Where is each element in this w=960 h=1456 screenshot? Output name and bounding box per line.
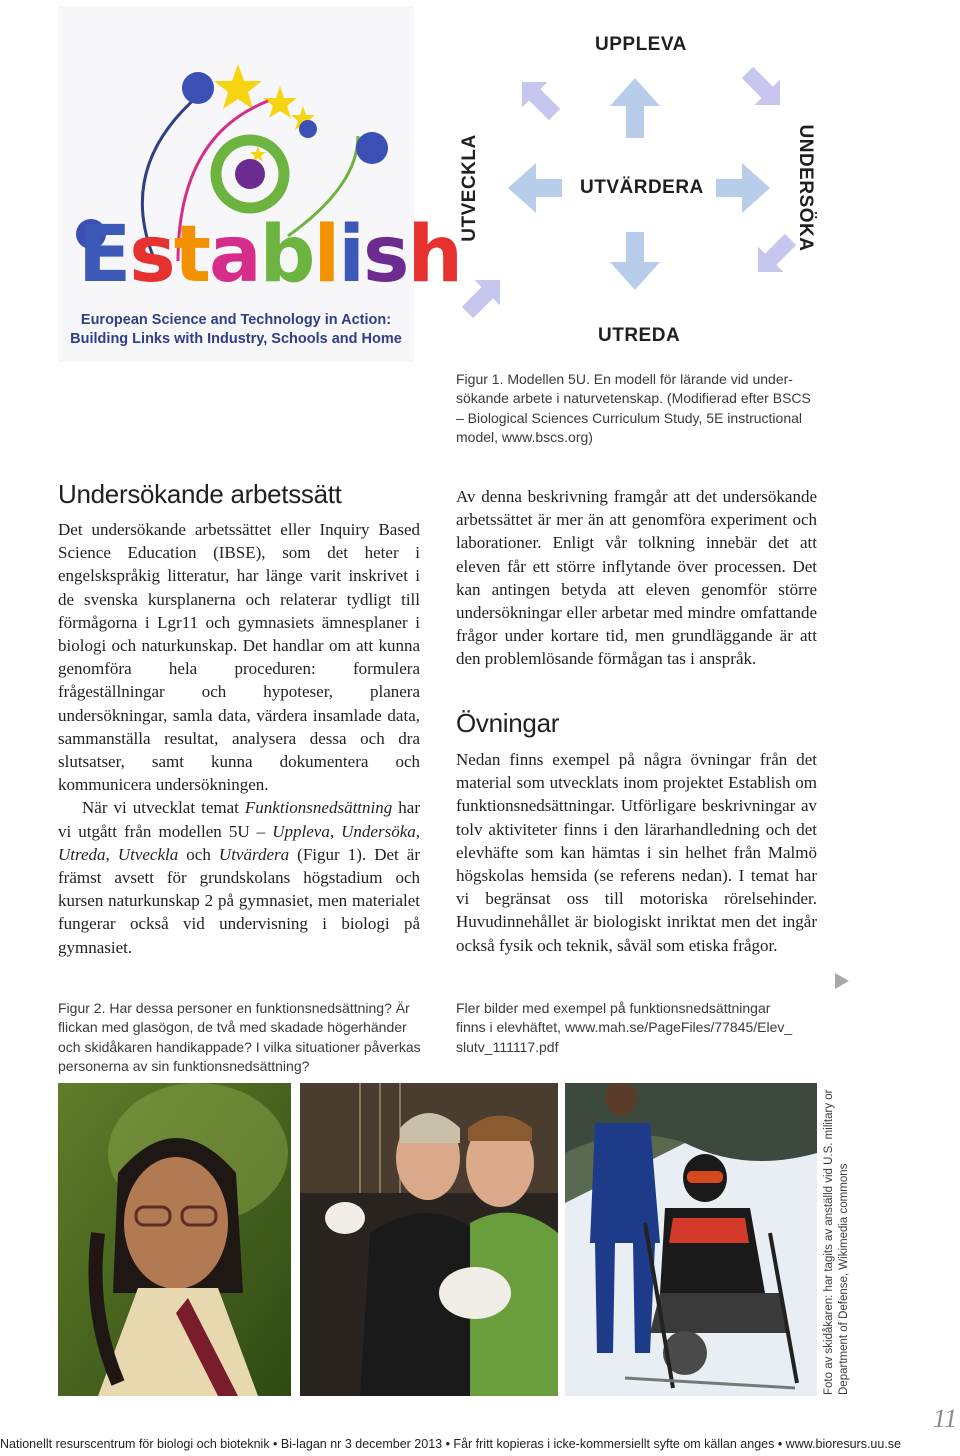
photo-credit: Foto av skidåkaren: har tagits av anställd vid U.S. military or Department of Defense, Wikimedia commons	[823, 1089, 850, 1395]
section1-body	[58, 518, 420, 959]
establish-logo	[58, 6, 461, 362]
page-footer: Nationellt resurscentrum för biologi och bioteknik • Bi-lagan nr 3 december 2013 • Får fritt kopieras i icke-kommersiellt syfte om källan anges • www.bioresurs.uu.se	[0, 1437, 902, 1451]
section-heading-undersokande: Undersökande arbetssätt	[58, 479, 342, 509]
figure2-caption: Figur 2. Har dessa personer en funktionsnedsättning? Är flickan med glasögon, de två med skadade högerhänder och skidåkaren handikappade? I vilka situationer påverkas personerna av sin funktionsnedsättning?	[58, 1000, 421, 1074]
arrow-down-icon	[610, 232, 660, 290]
planet-icon	[299, 120, 317, 138]
cycle-label-uppleva: UPPLEVA	[595, 34, 687, 55]
logo-tagline-1: European Science and Technology in Action:	[80, 312, 392, 328]
page-number: 11	[933, 1404, 958, 1433]
photo-two-people-injured-hands	[300, 1083, 558, 1396]
arrow-diagonal-icon	[735, 60, 793, 118]
logo-wordmark: Establish	[78, 210, 461, 300]
cycle-label-utreda: UTREDA	[598, 325, 681, 346]
arrow-diagonal-icon	[509, 69, 567, 127]
cycle-label-utvardera: UTVÄRDERA	[580, 177, 704, 198]
photo-girl-with-glasses	[58, 1083, 291, 1396]
cycle-label-undersoka: UNDERSÖKA	[795, 124, 816, 252]
paragraph: Nedan finns exempel på några övningar från det material som utvecklats inom projektet Establish om funktionsnedsättningar. Utförligare beskrivningar av tolv aktiviteter finns i den lärarhandledning och det elevhäfte som kan hämtas i sin helhet från Malmö högskolas hemsida (se referens nedan). I temat har vi begränsat oss till motoriska rörelsehinder. Huvudinnehållet är biologiskt inriktat men det ingår också fysik och teknik, såväl som etiska frågor.	[456, 750, 817, 955]
arrow-diagonal-icon	[455, 267, 513, 325]
cycle-label-utveckla: UTVECKLA	[459, 134, 480, 242]
figure1-caption: Figur 1. Modellen 5U. En modell för lärande vid under- sökande arbete i naturvetenskap. (Modifierad efter BSCS – Biological Sciences Curriculum Study, 5E instructional model, www.bscs.org)	[456, 371, 811, 445]
photo-girl-illustration	[58, 1083, 291, 1396]
paragraph: Av denna beskrivning framgår att det undersökande arbetssättet är mer än att genomföra experiment och laborationer. Enligt vår tolkning innebär det att eleven får ett större inflytande över processen. Det kan antingen betyda att eleven genomför större undersökningar eller arbetar med mindre omfattande frågor under kortare tid, men grundläggande är att den problemlösande förmågan tas i anspråk.	[456, 487, 817, 669]
arrow-right-icon	[716, 163, 770, 213]
section-heading-ovningar: Övningar	[456, 708, 560, 738]
section2-body	[456, 748, 817, 957]
section1-continuation	[456, 485, 817, 671]
planet-icon	[182, 72, 214, 104]
arrow-left-icon	[508, 163, 562, 213]
arrow-up-icon	[610, 78, 660, 138]
more-images-caption: Fler bilder med exempel på funktionsnedsättningar finns i elevhäftet, www.mah.se/PageFiles/77845/Elev_ slutv_111117.pdf	[456, 1000, 793, 1055]
paragraph: När vi utvecklat temat Funktionsnedsättning har vi utgått från modellen 5U – Uppleva, Undersöka, Utreda, Utveckla och Utvärdera (Figur 1). Det är främst avsett för grundskolans högstadium och kursen naturkunskap 2 på gymnasiet, men materialet fungerar också vid undervisning i biologi på gymnasiet.	[58, 798, 421, 957]
photo-two-people-illustration	[300, 1083, 558, 1396]
logo-graphic	[58, 6, 414, 362]
continue-arrow-icon	[834, 972, 850, 990]
logo-tagline-2: Building Links with Industry, Schools and Home	[70, 331, 402, 347]
photo-skier-illustration	[565, 1083, 817, 1396]
photo-sit-skier	[565, 1083, 817, 1396]
planet-icon	[356, 132, 388, 164]
5u-cycle-diagram	[450, 20, 830, 360]
paragraph: Det undersökande arbetssättet eller Inquiry Based Science Education (IBSE), som det heter i engelskspråkig litteratur, har länge varit inskrivet i de svenska kursplanerna och relaterar tydligt till förmågorna i Lgr11 och gymnasiets ämnesplaner i biologi och naturkunskap. Det handlar om att kunna genomföra hela proceduren: formulera frågeställningar och hypoteser, planera undersökningar, samla data, värdera insamlade data, sammanställa resultat, analysera dessa och dra slutsatser, samt kunna dokumentera och kommunicera undersökningen.	[58, 520, 420, 795]
star-icon	[214, 64, 262, 109]
